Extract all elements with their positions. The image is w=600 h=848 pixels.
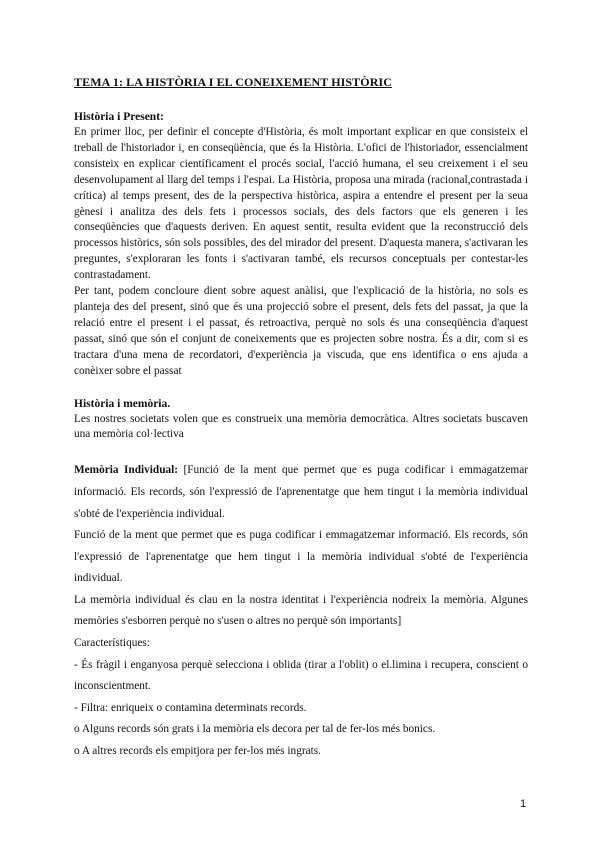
individual-memory-intro: [Funció de la ment que permet que es puga codificar i emmagatzemar informació. Els records, són l'expressió de l'aprenentatge que hem tingut i la memòria individual s'obté de l'experiència individual.	[74, 464, 528, 520]
paragraph: En primer lloc, per definir el concepte d'Història, és molt important explicar en que consisteix el treball de l'historiador i, en conseqüència, que és la Història. L'ofici de l'historiador, essencialment consisteix en explicar científicament el procés social, l'acció humana, el seu creixement i el seu desenvolupament al llarg del temps i l'espai. La Història, proposa una mirada (racional,contrastada i crítica) al temps present, des de la perspectiva històrica, aspira a entendre el present per la seua gènesi i analitza des dels fets i processos socials, des dels factors que els generen i les conseqüències que d'aquests deriven. En aquest sentit, resulta evident que la reconstrucció dels processos històrics, són sols possibles, des del mirador del present. D'aquesta manera, s'activaran les preguntes, s'exploraran les fonts i s'activaran també, els recursos conceptuals per contestar-les contrastadament.	[74, 126, 528, 282]
section-history-present	[74, 125, 528, 380]
section-history-memory	[74, 412, 528, 444]
paragraph: Per tant, podem concloure dient sobre aquest anàlisi, que l'explicació de la història, no sols es planteja des del present, sinó que és una projecció sobre el present, dels fets del passat, ja que la relació entre el present i el passat, és retroactiva, perquè no sols és una conseqüència d'aquest passat, sinó que són el conjunt de coneixements que es projecten sobre nostra. És a dir, com si es tractara d'una mena de recordatori, d'experiència ja viscuda, que ens identifica o ens ajuda a conèixer sobre el passat	[74, 285, 528, 377]
section-individual-memory	[74, 460, 528, 762]
section-heading-history-present: Història i Present:	[74, 111, 164, 123]
document-body	[74, 75, 528, 763]
list-item: o Alguns records són grats i la memòria els decora per tal de fer-los més bonics.	[74, 723, 436, 736]
document-title: TEMA 1: LA HISTÒRIA I EL CONEIXEMENT HISTÒRIC	[74, 75, 393, 89]
section-heading-history-memory: Història i memòria.	[74, 397, 171, 410]
paragraph: La memòria individual és clau en la nostra identitat i l'experiència nodreix la memòria. Algunes memòries s'esborren perquè no s'usen o altres no perquè són importants]	[74, 593, 528, 628]
paragraph: Funció de la ment que permet que es puga codificar i emmagatzemar informació. Els records, són l'expressió de l'aprenentatge que hem tingut i la memòria individual s'obté de l'experiència individual.	[74, 529, 528, 585]
list-item: - Filtra: enriqueix o contamina determinats records.	[74, 701, 307, 714]
paragraph: Característiques:	[74, 637, 150, 650]
page-number: 1	[520, 798, 527, 810]
paragraph: Les nostres societats volen que es construeix una memòria democràtica. Altres societats buscaven una memòria col·lectiva	[74, 412, 528, 441]
individual-memory-label: Memòria Individual:	[74, 464, 179, 477]
paragraph	[74, 460, 528, 525]
list-item: o A altres records els empitjora per fer-los més ingrats.	[74, 745, 321, 758]
list-item: - És fràgil i enganyosa perquè selecciona i oblida (tirar a l'oblit) o el.limina i recupera, conscient o inconscientment.	[74, 658, 528, 693]
